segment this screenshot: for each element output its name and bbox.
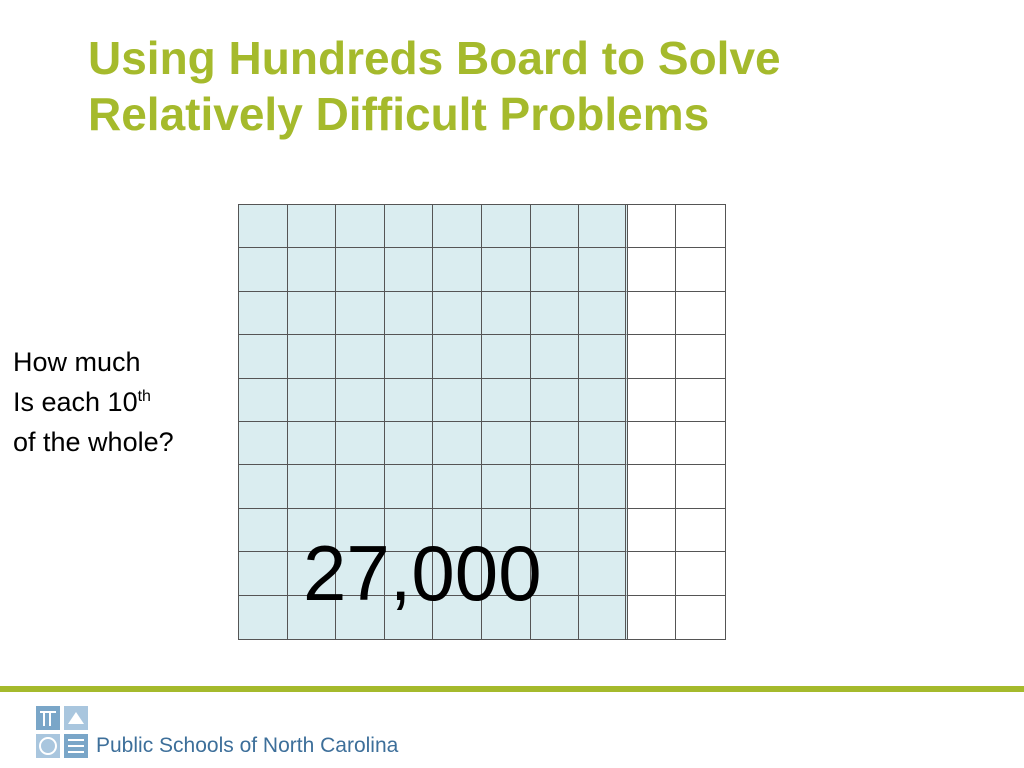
board-cell-shaded (336, 465, 385, 508)
board-cell-shaded (385, 422, 434, 465)
title-line-1: Using Hundreds Board to Solve (88, 32, 781, 84)
board-cell-shaded (239, 248, 288, 291)
slide-title (88, 30, 988, 142)
board-cell (628, 422, 677, 465)
board-cell-shaded (579, 335, 628, 378)
board-cell-shaded (239, 596, 288, 639)
board-cell (676, 465, 725, 508)
board-cell-shaded (579, 465, 628, 508)
board-cell (676, 248, 725, 291)
board-cell-shaded (385, 335, 434, 378)
board-cell (676, 205, 725, 248)
board-cell-shaded (336, 205, 385, 248)
footer-organization: Public Schools of North Carolina (96, 734, 399, 757)
board-cell-shaded (239, 379, 288, 422)
question-line-2-text: Is each 10 (13, 387, 138, 417)
board-cell-shaded (531, 248, 580, 291)
board-cell (628, 248, 677, 291)
board-cell-shaded (482, 248, 531, 291)
board-cell (676, 596, 725, 639)
board-cell-shaded (482, 465, 531, 508)
board-cell-shaded (288, 422, 337, 465)
board-cell-shaded (239, 205, 288, 248)
board-cell-shaded (579, 422, 628, 465)
board-cell-shaded (579, 552, 628, 595)
board-cell-shaded (288, 292, 337, 335)
board-cell-shaded (336, 379, 385, 422)
question-line-3: of the whole? (13, 427, 174, 457)
board-cell (676, 422, 725, 465)
board-cell-shaded (531, 205, 580, 248)
board-cell-shaded (531, 379, 580, 422)
question-text (13, 342, 174, 462)
board-cell-shaded (433, 465, 482, 508)
question-line-1: How much (13, 347, 141, 377)
board-cell (676, 379, 725, 422)
board-cell-shaded (336, 248, 385, 291)
board-cell (628, 509, 677, 552)
board-value-label: 27,000 (303, 529, 542, 617)
board-cell-shaded (433, 248, 482, 291)
board-cell-shaded (336, 422, 385, 465)
board-cell (628, 335, 677, 378)
board-cell (628, 379, 677, 422)
board-cell-shaded (531, 292, 580, 335)
board-cell (676, 552, 725, 595)
board-cell-shaded (239, 292, 288, 335)
board-cell (628, 596, 677, 639)
board-cell-shaded (288, 205, 337, 248)
board-cell-shaded (433, 335, 482, 378)
board-cell (628, 292, 677, 335)
board-cell-shaded (239, 335, 288, 378)
board-cell (628, 465, 677, 508)
board-cell-shaded (579, 292, 628, 335)
board-cell-shaded (288, 379, 337, 422)
board-cell-shaded (482, 379, 531, 422)
board-cell-shaded (385, 205, 434, 248)
board-cell (676, 335, 725, 378)
title-line-2: Relatively Difficult Problems (88, 88, 710, 140)
board-cell-shaded (579, 248, 628, 291)
board-cell (628, 552, 677, 595)
board-cell (676, 509, 725, 552)
board-cell-shaded (482, 205, 531, 248)
board-cell-shaded (531, 335, 580, 378)
board-cell-shaded (531, 465, 580, 508)
board-cell-shaded (433, 205, 482, 248)
board-cell-shaded (239, 509, 288, 552)
board-cell-shaded (433, 422, 482, 465)
question-line-2 (13, 382, 174, 422)
board-cell-shaded (336, 292, 385, 335)
board-cell (628, 205, 677, 248)
board-cell-shaded (579, 596, 628, 639)
board-cell (676, 292, 725, 335)
footer-divider (0, 686, 1024, 692)
board-cell-shaded (482, 335, 531, 378)
board-cell-shaded (482, 422, 531, 465)
board-cell-shaded (385, 465, 434, 508)
board-cell-shaded (336, 335, 385, 378)
board-cell-shaded (433, 292, 482, 335)
nc-public-schools-logo-icon (34, 704, 90, 760)
board-cell-shaded (433, 379, 482, 422)
board-cell-shaded (385, 292, 434, 335)
board-cell-shaded (531, 422, 580, 465)
question-line-2-superscript: th (137, 388, 151, 405)
board-cell-shaded (579, 205, 628, 248)
board-cell-shaded (385, 379, 434, 422)
board-cell-shaded (482, 292, 531, 335)
board-cell-shaded (239, 422, 288, 465)
board-cell-shaded (239, 552, 288, 595)
board-cell-shaded (288, 465, 337, 508)
board-cell-shaded (385, 248, 434, 291)
board-cell-shaded (288, 335, 337, 378)
board-cell-shaded (579, 509, 628, 552)
board-cell-shaded (239, 465, 288, 508)
board-cell-shaded (579, 379, 628, 422)
board-cell-shaded (288, 248, 337, 291)
